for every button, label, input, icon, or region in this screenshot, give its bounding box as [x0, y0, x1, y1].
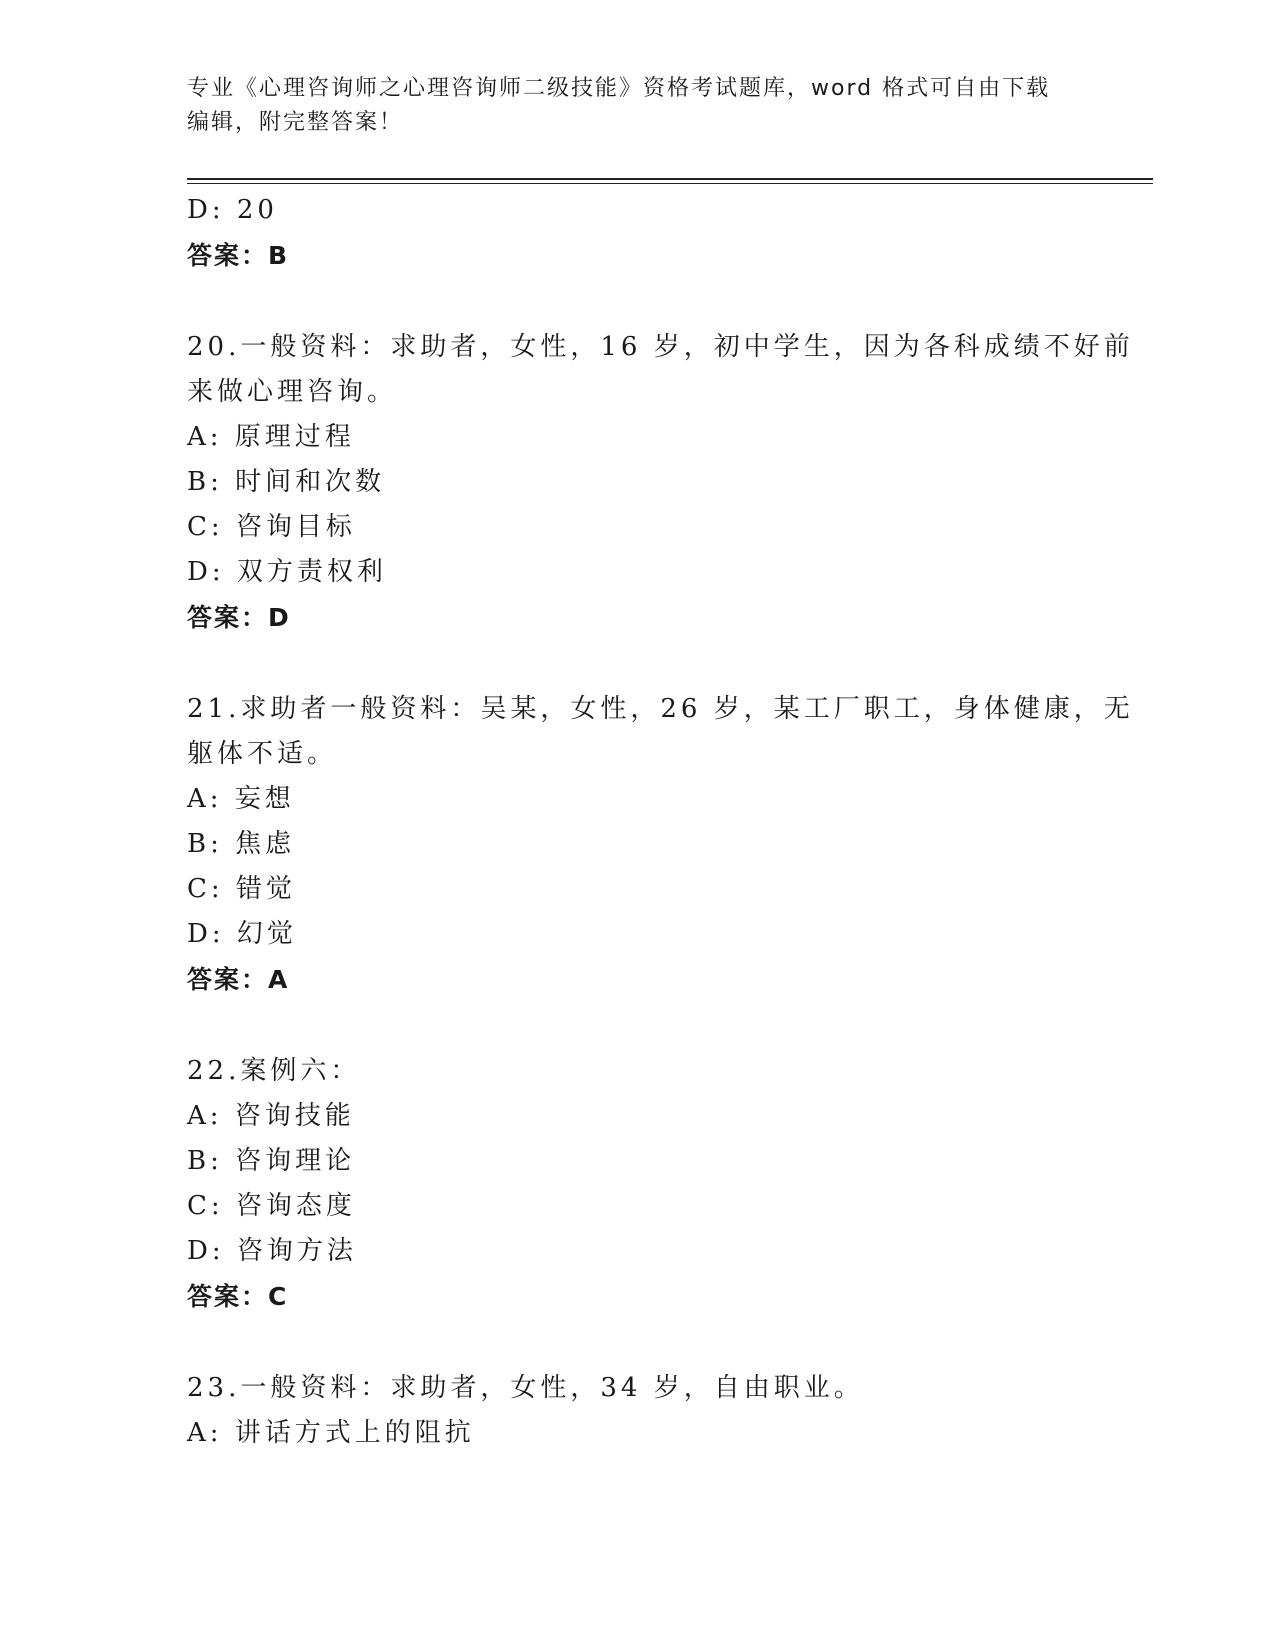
previous-question-tail [187, 188, 1087, 278]
question-stem-line-1: 21.求助者一般资料：吴某，女性，26 岁，某工厂职工，身体健康，无 [187, 694, 1134, 724]
option-c: C: 咨询态度 [187, 1191, 356, 1221]
option-a: A: 讲话方式上的阻抗 [187, 1418, 475, 1448]
option-a: A: 妄想 [187, 784, 295, 814]
answer-line: 答案：C [187, 1282, 289, 1311]
option-a: A: 原理过程 [187, 422, 355, 452]
header-divider-thick [187, 178, 1153, 180]
answer-line: 答案：B [187, 241, 290, 270]
option-b: B: 时间和次数 [187, 467, 386, 497]
option-d: D: 20 [187, 195, 278, 225]
option-a: A: 咨询技能 [187, 1101, 355, 1131]
option-c: C: 咨询目标 [187, 512, 356, 542]
option-c: C: 错觉 [187, 874, 296, 904]
option-b: B: 咨询理论 [187, 1146, 356, 1176]
header-divider-thin [187, 183, 1153, 184]
question-stem-line-2: 来做心理咨询。 [187, 377, 398, 407]
document-header [187, 72, 1087, 140]
option-b: B: 焦虑 [187, 829, 296, 859]
answer-line: 答案：D [187, 603, 291, 632]
option-d: D: 双方责权利 [187, 557, 387, 587]
question-21 [187, 687, 1134, 1002]
question-stem-line-1: 20.一般资料：求助者，女性，16 岁，初中学生，因为各科成绩不好前 [187, 332, 1134, 362]
header-line-1: 专业《心理咨询师之心理咨询师二级技能》资格考试题库，word 格式可自由下载 [187, 76, 1051, 101]
question-stem-line-1: 23.一般资料：求助者，女性，34 岁，自由职业。 [187, 1373, 864, 1403]
question-stem-line-2: 躯体不适。 [187, 739, 338, 769]
option-d: D: 咨询方法 [187, 1236, 357, 1266]
question-23 [187, 1366, 1087, 1456]
question-stem-line-1: 22.案例六： [187, 1056, 361, 1086]
option-d: D: 幻觉 [187, 919, 297, 949]
question-list [187, 188, 1134, 1456]
question-20 [187, 325, 1134, 640]
answer-line: 答案：A [187, 965, 290, 994]
question-22 [187, 1049, 1087, 1319]
header-line-2: 编辑，附完整答案！ [187, 110, 404, 135]
